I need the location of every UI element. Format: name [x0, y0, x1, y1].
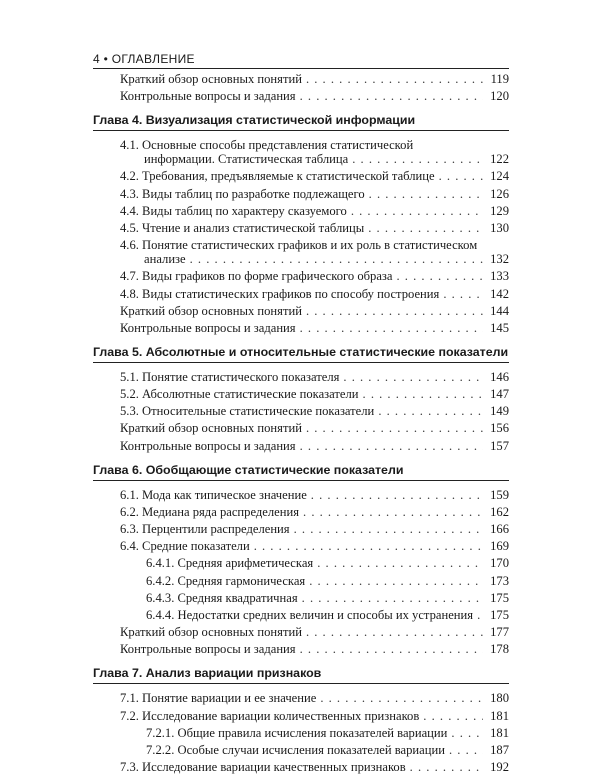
- dot-leader: [311, 488, 483, 502]
- toc-entry[interactable]: [93, 625, 509, 639]
- entry-title: 6.3. Перцентили распределения: [120, 522, 290, 536]
- page-number: 156: [490, 421, 509, 436]
- toc-entry[interactable]: [93, 522, 509, 536]
- page-number: 170: [490, 556, 509, 571]
- dot-leader: [363, 387, 483, 401]
- toc-entry[interactable]: [93, 321, 509, 335]
- page-number: 145: [490, 320, 509, 335]
- entry-title: Краткий обзор основных понятий: [120, 625, 302, 640]
- chapter-heading[interactable]: Глава 5. Абсолютные и относительные статистические показатели: [93, 341, 509, 363]
- dot-leader: [300, 642, 483, 656]
- entry-title: 4.8. Виды статистических графиков по способу построения: [120, 286, 440, 301]
- chapter-heading[interactable]: Глава 4. Визуализация статистической информации: [93, 109, 509, 131]
- dot-leader: [254, 539, 483, 553]
- toc-entry[interactable]: [93, 539, 509, 553]
- dot-leader: [451, 726, 483, 740]
- entry-title: 7.1. Понятие вариации и ее значение: [120, 691, 317, 706]
- entry-title: 4.1. Основные способы представления статистической: [120, 138, 414, 153]
- dot-leader: [317, 556, 483, 570]
- page-number: 149: [490, 404, 509, 419]
- toc-entry[interactable]: [93, 591, 509, 605]
- dot-leader: [439, 169, 483, 183]
- page-number: 157: [490, 438, 509, 453]
- dot-leader: [378, 404, 483, 418]
- running-header: 4 • ОГЛАВЛЕНИЕ: [93, 52, 195, 66]
- toc-entry[interactable]: [93, 574, 509, 588]
- toc-entry[interactable]: [93, 89, 509, 103]
- dot-leader: [351, 204, 483, 218]
- toc-entry[interactable]: [93, 488, 509, 502]
- dot-leader: [320, 691, 483, 705]
- dot-leader: [300, 321, 483, 335]
- dot-leader: [352, 152, 483, 166]
- page-number: 181: [490, 708, 509, 723]
- page-number: 119: [490, 72, 509, 86]
- page-number: 120: [490, 89, 509, 104]
- entry-title: Контрольные вопросы и задания: [120, 89, 296, 104]
- entry-title: 4.5. Чтение и анализ статистической таблицы: [120, 220, 365, 235]
- toc-entry[interactable]: [93, 709, 509, 723]
- table-of-contents: [93, 72, 509, 777]
- toc-entry-continuation[interactable]: [93, 152, 509, 166]
- toc-entry[interactable]: [93, 387, 509, 401]
- entry-title: 7.2.1. Общие правила исчисления показателей вариации: [146, 725, 448, 740]
- entry-title: 6.2. Медиана ряда распределения: [120, 504, 300, 519]
- page-number: 180: [490, 691, 509, 706]
- toc-entry[interactable]: [93, 726, 509, 740]
- page-number: 166: [490, 522, 509, 536]
- page-number: 175: [490, 590, 509, 605]
- header-rule: [93, 68, 509, 69]
- page-number: 177: [490, 625, 509, 640]
- page-number: 192: [490, 760, 509, 775]
- toc-entry[interactable]: [93, 238, 509, 252]
- toc-entry[interactable]: [93, 138, 509, 152]
- page-number: 144: [490, 303, 509, 318]
- page-number: 147: [490, 387, 509, 402]
- dot-leader: [306, 304, 483, 318]
- entry-title: 6.4.3. Средняя квадратичная: [146, 590, 298, 605]
- page-number: 132: [490, 252, 509, 267]
- dot-leader: [369, 187, 483, 201]
- entry-title: 7.2.2. Особые случаи исчисления показателей вариации: [146, 742, 445, 757]
- dot-leader: [306, 72, 483, 86]
- entry-title: 7.3. Исследование вариации качественных признаков: [120, 760, 406, 775]
- entry-title: 5.3. Относительные статистические показатели: [120, 404, 375, 419]
- toc-entry[interactable]: [93, 269, 509, 283]
- chapter-heading[interactable]: Глава 6. Обобщающие статистические показатели: [93, 459, 509, 481]
- entry-title: Контрольные вопросы и задания: [120, 438, 296, 453]
- toc-entry-continuation[interactable]: [93, 252, 509, 266]
- dot-leader: [294, 522, 483, 536]
- toc-entry[interactable]: [93, 204, 509, 218]
- entry-title: 6.1. Мода как типическое значение: [120, 487, 307, 502]
- dot-leader: [300, 439, 483, 453]
- entry-title-continuation: информации. Статистическая таблица: [144, 152, 349, 167]
- entry-title-continuation: анализе: [144, 252, 186, 267]
- dot-leader: [410, 760, 483, 774]
- entry-title: 4.4. Виды таблиц по характеру сказуемого: [120, 203, 347, 218]
- page-number: 129: [490, 203, 509, 218]
- dot-leader: [306, 421, 483, 435]
- dot-leader: [190, 252, 483, 266]
- toc-entry[interactable]: [93, 421, 509, 435]
- entry-title: 6.4.4. Недостатки средних величин и способы их устранения: [146, 607, 474, 622]
- page-number: 122: [490, 152, 509, 167]
- toc-entry[interactable]: [93, 187, 509, 201]
- toc-entry[interactable]: [93, 556, 509, 570]
- toc-entry[interactable]: [93, 505, 509, 519]
- toc-entry[interactable]: [93, 760, 509, 774]
- page-number: 173: [490, 573, 509, 588]
- entry-title: Контрольные вопросы и задания: [120, 320, 296, 335]
- dot-leader: [302, 591, 483, 605]
- dot-leader: [343, 370, 483, 384]
- entry-title: 4.2. Требования, предъявляемые к статистической таблице: [120, 169, 435, 184]
- entry-title: 6.4.2. Средняя гармоническая: [146, 573, 306, 588]
- entry-title: 5.2. Абсолютные статистические показатели: [120, 387, 359, 402]
- page-number: 124: [490, 169, 509, 184]
- page-number: 169: [490, 539, 509, 554]
- dot-leader: [443, 287, 483, 301]
- toc-entry[interactable]: [93, 287, 509, 301]
- toc-entry[interactable]: [93, 72, 509, 86]
- toc-entry[interactable]: [93, 404, 509, 418]
- page-number: 126: [490, 186, 509, 201]
- dot-leader: [477, 608, 483, 622]
- page-number: 181: [490, 725, 509, 740]
- dot-leader: [368, 221, 483, 235]
- page-number: 162: [490, 504, 509, 519]
- entry-title: 4.7. Виды графиков по форме графического образа: [120, 269, 393, 284]
- page-number: 178: [490, 642, 509, 657]
- page-number: 159: [490, 487, 509, 502]
- entry-title: Краткий обзор основных понятий: [120, 421, 302, 436]
- toc-entry[interactable]: [93, 691, 509, 705]
- toc-entry[interactable]: [93, 304, 509, 318]
- toc-entry[interactable]: [93, 439, 509, 453]
- entry-title: 7.2. Исследование вариации количественных признаков: [120, 708, 420, 723]
- entry-title: 6.4. Средние показатели: [120, 539, 250, 554]
- dot-leader: [423, 709, 483, 723]
- dot-leader: [300, 89, 483, 103]
- page-number: 142: [490, 286, 509, 301]
- entry-title: Контрольные вопросы и задания: [120, 642, 296, 657]
- toc-entry[interactable]: [93, 608, 509, 622]
- page-number: 130: [490, 220, 509, 235]
- dot-leader: [303, 505, 483, 519]
- entry-title: Краткий обзор основных понятий: [120, 72, 302, 86]
- entry-title: 5.1. Понятие статистического показателя: [120, 369, 340, 384]
- chapter-heading[interactable]: Глава 7. Анализ вариации признаков: [93, 662, 509, 684]
- entry-title: 6.4.1. Средняя арифметическая: [146, 556, 314, 571]
- dot-leader: [396, 269, 483, 283]
- toc-entry[interactable]: [93, 370, 509, 384]
- entry-title: Краткий обзор основных понятий: [120, 303, 302, 318]
- page-number: 187: [490, 742, 509, 757]
- dot-leader: [309, 574, 483, 588]
- toc-entry[interactable]: [93, 221, 509, 235]
- entry-title: 4.6. Понятие статистических графиков и их роль в статистическом: [120, 238, 478, 253]
- toc-entry[interactable]: [93, 169, 509, 183]
- toc-entry[interactable]: [93, 642, 509, 656]
- page-number: 175: [490, 607, 509, 622]
- entry-title: 4.3. Виды таблиц по разработке подлежащего: [120, 186, 365, 201]
- page-number: 146: [490, 369, 509, 384]
- page-number: 133: [490, 269, 509, 284]
- dot-leader: [306, 625, 483, 639]
